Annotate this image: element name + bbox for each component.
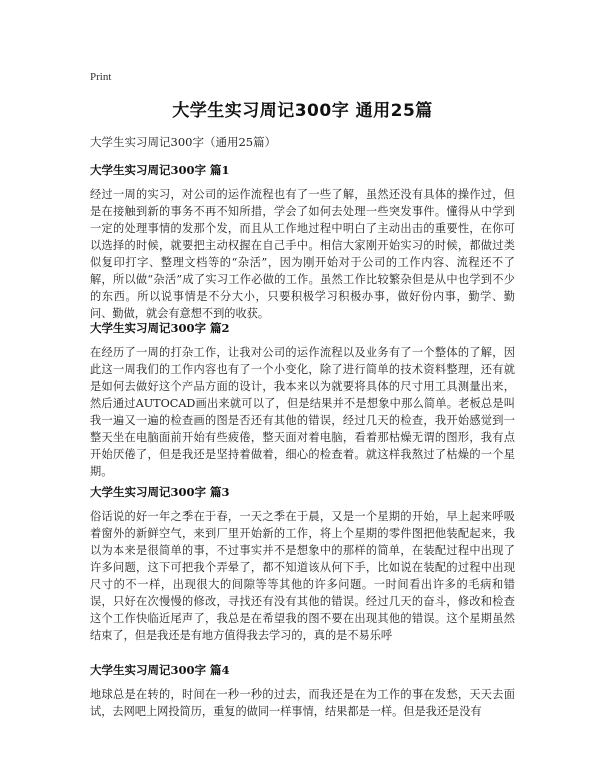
- section-body: 在经历了一周的打杂工作，让我对公司的运作流程以及业务有了一个整体的了解，因此这一周我们的工作内容也有了一个小变化，除了进行简单的技术资料整理，还有就是如何去做好这个产品方面的设计，我本来以为就要将具体的尺寸用工具测量出来，然后通过AUTOCAD画出来就可以了，但是结果并不是想象中那么简单。老板总是叫我一遍又一遍的检查画的图是否还有其他的错误，经过几天的检查，我开始感觉到一整天坐在电脑面前开始有些疲倦，整天面对着电脑，看着那枯燥无谓的图形，我有点开始厌倦了，但是我还是坚持着做着，细心的检查着。就这样我熬过了枯燥的一个星期。: [90, 346, 515, 478]
- document-subtitle: 大学生实习周记300字（通用25篇）: [90, 135, 277, 149]
- document-title: 大学生实习周记300字 通用25篇: [172, 101, 433, 121]
- section-3: [90, 484, 515, 644]
- section-heading: 大学生实习周记300字 篇2: [90, 321, 230, 335]
- section-body: 俗话说的好一年之季在于春，一天之季在于晨，又是一个星期的开始，早上起来呼吸着窗外的新鲜空气，来到厂里开始新的工作，将上个星期的零件图把他装配起来，我以为本来是很简单的事，不过事实并不是想象中的那样的简单，在装配过程中出现了许多问题，这下可把我个弄晕了，都不知道该从何下手，比如说在装配的过程中出现尺寸的不一样，出现很大的间隙等等其他的许多问题。一时间看出许多的毛病和错误，只好在次慢慢的修改，寻找还有没有其他的错误。经过几天的奋斗，修改和检查这个工作快临近尾声了，我总是在希望我的图不要在出现其他的错误。这个星期虽然结束了，但是我还是有地方值得我去学习的，真的是不易乐呼: [90, 510, 515, 642]
- section-body: 经过一周的实习，对公司的运作流程也有了一些了解，虽然还没有具体的操作过，但是在接触到新的事务不再不知所措，学会了如何去处理一些突发事件。懂得从中学到一定的处理事情的发那个发，而且从工作地过程中明白了主动出击的重要性，在你可以选择的时候，就要把主动权握在自己手中。相信大家刚开始实习的时候，都做过类似复印打字、整理文档等的“杂活”，因为刚开始对于公司的工作内容、流程还不了解，所以做“杂活”成了实习工作必做的工作。虽然工作比较繁杂但是从中也学到不少的东西。所以说事情是不分大小，只要积极学习积极办事，做好份内事，勤学、勤问、勤做，就会有意想不到的收获。: [90, 188, 515, 320]
- section-1: [90, 162, 515, 322]
- section-heading: 大学生实习周记300字 篇4: [90, 663, 230, 677]
- section-heading: 大学生实习周记300字 篇3: [90, 485, 230, 499]
- print-label: Print: [90, 71, 112, 83]
- section-2: [90, 320, 515, 480]
- section-body: 地球总是在转的，时间在一秒一秒的过去，而我还是在为工作的事在发愁，天天去面试，去网吧上网投简历，重复的做同一样事情，结果都是一样。但是我还是没有: [90, 688, 515, 718]
- section-4: [90, 662, 515, 720]
- section-heading: 大学生实习周记300字 篇1: [90, 163, 230, 177]
